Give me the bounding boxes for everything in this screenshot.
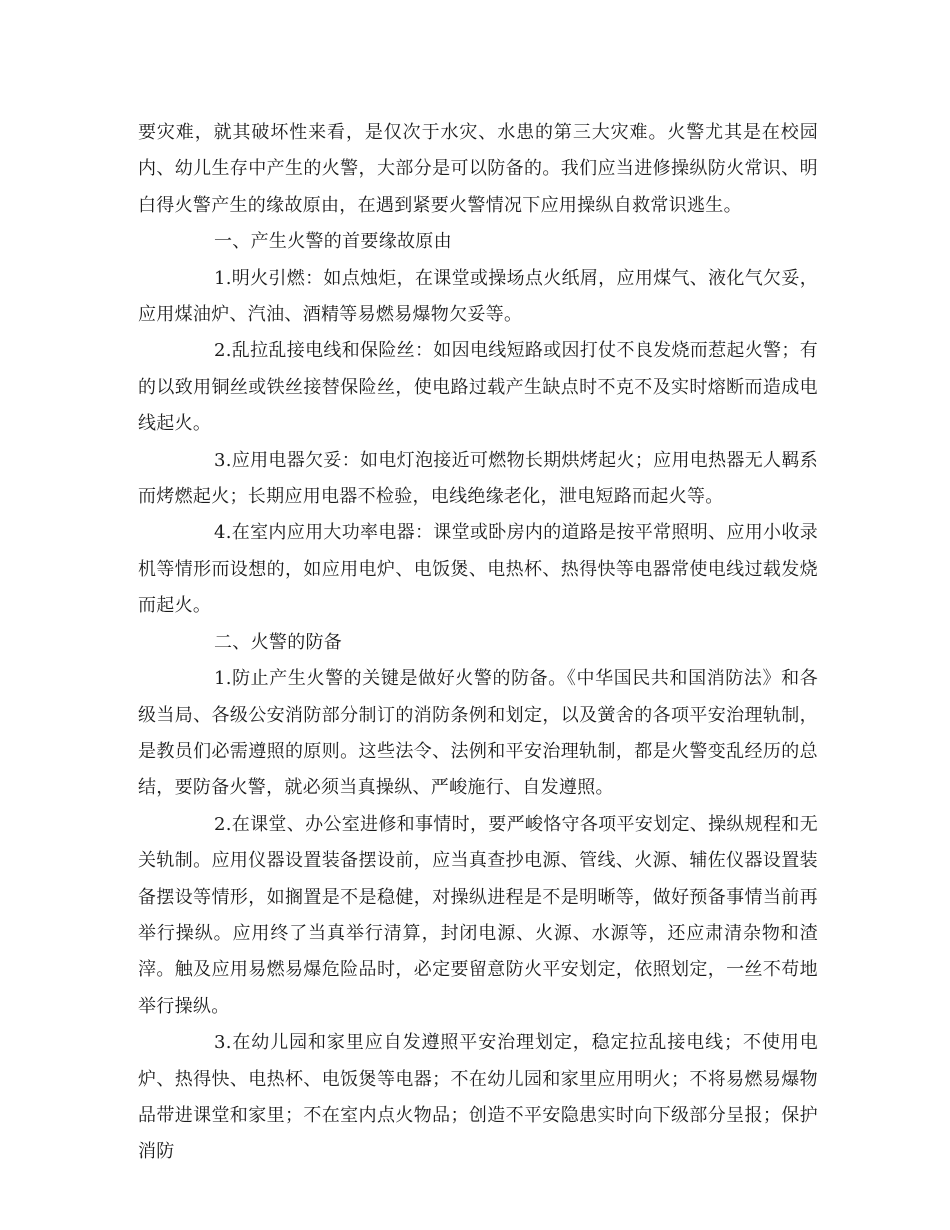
- document-page: [138, 115, 818, 1171]
- list-item-open-flame: 1.明火引燃：如点烛炬，在课堂或操场点火纸屑，应用煤气、液化气欠妥，应用煤油炉、汽油、酒精等易燃易爆物欠妥等。: [138, 267, 818, 326]
- section-heading-prevention: 二、火警的防备: [214, 631, 343, 653]
- list-item-kindergarten-home: 3.在幼儿园和家里应自发遵照平安治理划定，稳定拉乱接电线；不使用电炉、热得快、电热杯、电饭煲等电器；不在幼儿园和家里应用明火；不将易燃易爆物品带进课堂和家里；不在室内点火物品；创造不平安隐患实时向下级部分呈报；保护消防: [138, 1032, 818, 1163]
- list-item-wiring: 2.乱拉乱接电线和保险丝：如因电线短路或因打仗不良发烧而惹起火警；有的以致用铜丝或铁丝接替保险丝，使电路过载产生缺点时不克不及实时熔断而造成电线起火。: [138, 340, 818, 435]
- section-heading-causes: 一、产生火警的首要缘故原由: [214, 231, 452, 253]
- list-item-prevention-key: 1.防止产生火警的关键是做好火警的防备。《中华国民共和国消防法》和各级当局、各级公安消防部分制订的消防条例和划定，以及黉舍的各项平安治理轨制，是教员们必需遵照的原则。这些法令、法例和平安治理轨制，都是火警变乱经历的总结，要防备火警，就必须当真操纵、严峻施行、自发遵照。: [138, 668, 818, 799]
- list-item-appliance-misuse: 3.应用电器欠妥：如电灯泡接近可燃物长期烘烤起火；应用电热器无人羁系而烤燃起火；长期应用电器不检验，电线绝缘老化，泄电短路而起火等。: [138, 449, 818, 508]
- list-item-classroom-office: 2.在课堂、办公室进修和事情时，要严峻恪守各项平安划定、操纵规程和无关轨制。应用仪器设置装备摆设前，应当真查抄电源、管线、火源、辅佐仪器设置装备摆设等情形，如搁置是不是稳健，对操纵进程是不是明晰等，做好预备事情当前再举行操纵。应用终了当真举行清算，封闭电源、火源、水源等，还应肃清杂物和渣滓。触及应用易燃易爆危险品时，必定要留意防火平安划定，依照划定，一丝不苟地举行操纵。: [138, 813, 818, 1017]
- list-item-high-power: 4.在室内应用大功率电器：课堂或卧房内的道路是按平常照明、应用小收录机等情形而设想的，如应用电炉、电饭煲、电热杯、热得快等电器常使电线过载发烧而起火。: [138, 522, 818, 617]
- body-paragraph: 要灾难，就其破坏性来看，是仅次于水灾、水患的第三大灾难。火警尤其是在校园内、幼儿生存中产生的火警，大部分是可以防备的。我们应当进修操纵防火常识、明白得火警产生的缘故原由，在遇到紧要火警情况下应用操纵自救常识逃生。: [138, 122, 818, 216]
